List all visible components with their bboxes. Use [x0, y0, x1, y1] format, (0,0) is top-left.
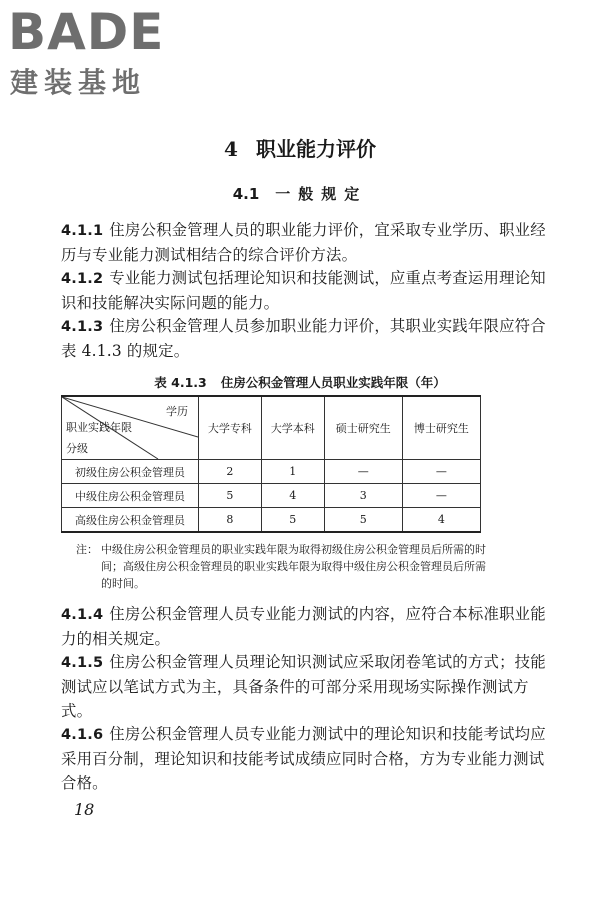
note-label: 注：	[76, 543, 98, 556]
column-header: 博士研究生	[402, 396, 480, 460]
corner-label-education: 学历	[166, 405, 188, 418]
clause-text: 住房公积金管理人员专业能力测试中的理论知识和技能考试均应采用百分制，理论知识和技能考试成绩应同时合格，方为专业能力测试合格。	[61, 725, 546, 792]
clause-text: 住房公积金管理人员理论知识测试应采取闭卷笔试的方式；技能测试应以笔试方式为主，具备条件的可部分采用现场实际操作测试方式。	[61, 653, 546, 720]
table-row	[62, 484, 481, 508]
table-cell: —	[402, 460, 480, 484]
clause-paragraph	[61, 602, 547, 651]
table-cell: 1	[261, 460, 324, 484]
clause-number: 4.1.4	[61, 607, 104, 623]
note-text: 中级住房公积金管理员的职业实践年限为取得初级住房公积金管理员后所需的时间；高级住房公积金管理员的职业实践年限为取得中级住房公积金管理员后所需的时间。	[101, 543, 486, 590]
row-label: 中级住房公积金管理员	[62, 484, 199, 508]
table-cell: 8	[199, 508, 262, 533]
logo-subtitle: 建装基地	[10, 66, 147, 99]
clause-number: 4.1.1	[61, 223, 104, 239]
brand-logo	[8, 3, 178, 99]
chapter-number: 4	[224, 137, 238, 161]
column-header: 大学本科	[261, 396, 324, 460]
clause-paragraph	[61, 314, 547, 363]
section-heading	[0, 183, 600, 204]
table-header-row	[62, 396, 481, 460]
clause-paragraph	[61, 650, 547, 723]
table-row	[62, 508, 481, 533]
clause-text: 专业能力测试包括理论知识和技能测试，应重点考查运用理论知识和技能解决实际问题的能力。	[61, 269, 546, 312]
table-corner-cell	[62, 396, 199, 460]
table-caption	[0, 373, 600, 391]
clause-number: 4.1.3	[61, 319, 104, 335]
corner-label-grade: 分级	[66, 442, 88, 455]
table-number: 表 4.1.3	[154, 375, 207, 390]
clause-paragraph	[61, 722, 547, 795]
row-label: 初级住房公积金管理员	[62, 460, 199, 484]
column-header: 硕士研究生	[324, 396, 402, 460]
clause-text: 住房公积金管理人员参加职业能力评价，其职业实践年限应符合表 4.1.3 的规定。	[61, 317, 546, 360]
table-cell: 5	[199, 484, 262, 508]
table-row	[62, 460, 481, 484]
practice-years-table	[61, 395, 481, 533]
table-cell: —	[402, 484, 480, 508]
table-cell: 2	[199, 460, 262, 484]
page-number: 18	[74, 800, 95, 819]
table-title: 住房公积金管理人员职业实践年限（年）	[220, 375, 446, 390]
clause-number: 4.1.2	[61, 271, 104, 287]
column-header: 大学专科	[199, 396, 262, 460]
logo-wordmark: BADE	[8, 3, 165, 61]
clause-text: 住房公积金管理人员专业能力测试的内容，应符合本标准职业能力的相关规定。	[61, 605, 546, 648]
chapter-heading	[0, 133, 600, 162]
section-number: 4.1	[232, 185, 260, 203]
table-cell: 5	[261, 508, 324, 533]
table-cell: 4	[261, 484, 324, 508]
chapter-title: 职业能力评价	[255, 137, 376, 161]
clause-number: 4.1.5	[61, 655, 104, 671]
table-cell: 4	[402, 508, 480, 533]
table-cell: 5	[324, 508, 402, 533]
row-label: 高级住房公积金管理员	[62, 508, 199, 533]
table-cell: 3	[324, 484, 402, 508]
table-note	[76, 541, 488, 592]
clause-text: 住房公积金管理人员的职业能力评价，宜采取专业学历、职业经历与专业能力测试相结合的综合评价方法。	[61, 221, 546, 264]
corner-label-practice-years: 职业实践年限	[66, 421, 132, 434]
section-title: 一般规定	[275, 185, 368, 203]
clause-number: 4.1.6	[61, 727, 104, 743]
table-cell: —	[324, 460, 402, 484]
clause-paragraph	[61, 218, 547, 267]
clause-paragraph	[61, 266, 547, 315]
